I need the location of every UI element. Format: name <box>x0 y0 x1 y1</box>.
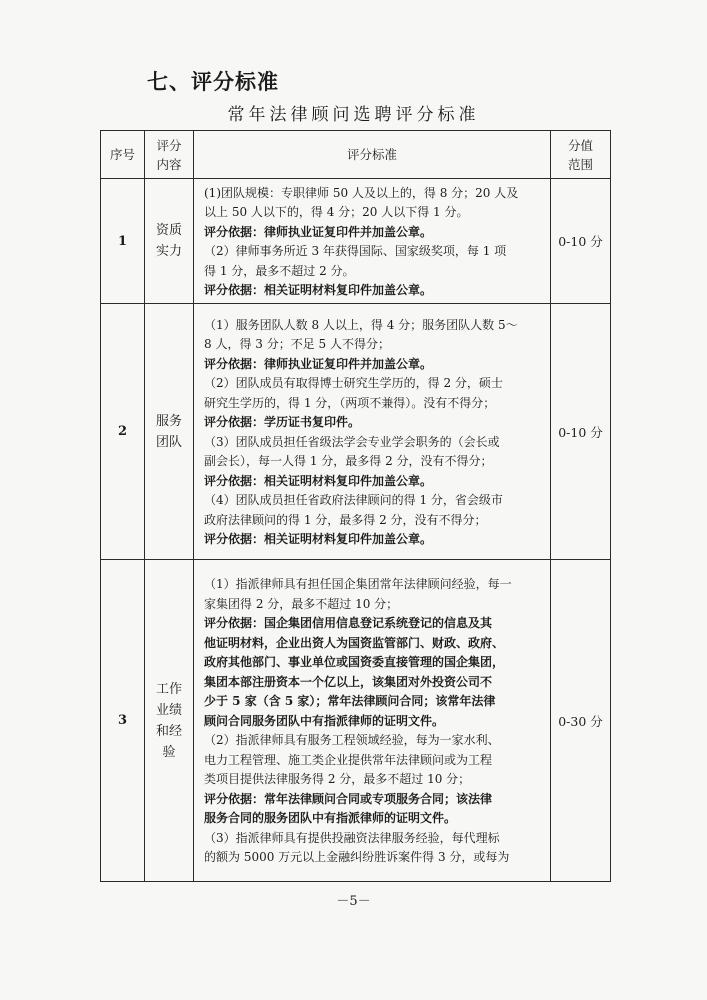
header-content-line: 评分 <box>156 137 182 153</box>
criteria-basis-line: 集团本部注册资本一个亿以上，该集团对外投资公司不 <box>204 674 493 689</box>
criteria-line: 8 人，得 3 分；不足 5 人不得分； <box>204 337 390 351</box>
table-row <box>101 304 611 560</box>
table-header-row <box>101 131 611 179</box>
criteria-line: （3）指派律师具有提供投融资法律服务经验，每代理标 <box>204 830 500 845</box>
criteria-basis-line: 政府其他部门、事业单位或国资委直接管理的国企集团， <box>204 655 505 670</box>
header-content-line: 内容 <box>156 156 182 172</box>
criteria-line: 得 1 分，最多不超过 2 分。 <box>204 263 355 278</box>
row-number: 2 <box>101 304 145 560</box>
category-line: 实力 <box>155 244 182 259</box>
row-criteria <box>194 560 551 882</box>
category-line: 服务 <box>155 413 182 429</box>
criteria-line: 政府法律顾问的得 1 分，最多得 2 分，没有不得分； <box>204 512 487 527</box>
criteria-basis-line: 评分依据：律师执业证复印件并加盖公章。 <box>204 356 433 371</box>
criteria-line: 研究生学历的，得 1 分，（两项不兼得）。没有不得分； <box>204 395 496 410</box>
criteria-line: 的额为 5000 万元以上金融纠纷胜诉案件得 3 分，或每为 <box>204 850 510 865</box>
criteria-basis-line: 评分依据：相关证明材料复印件加盖公章。 <box>204 473 433 488</box>
row-category <box>145 304 194 560</box>
criteria-basis-line: 服务合同的服务团队中有指派律师的证明文件。 <box>204 811 457 826</box>
row-criteria <box>194 179 551 304</box>
table-title: 常年法律顾问选聘评分标准 <box>227 105 480 125</box>
row-range: 0-10 分 <box>551 304 611 560</box>
table-row <box>101 179 611 304</box>
row-category <box>145 560 194 882</box>
page-number: －5－ <box>336 894 371 909</box>
row-range: 0-10 分 <box>551 179 611 304</box>
criteria-basis-line: 评分依据：相关证明材料复印件加盖公章。 <box>204 283 433 297</box>
scoring-table <box>100 130 611 882</box>
row-criteria <box>194 304 551 560</box>
row-number: 3 <box>101 560 145 882</box>
table-row <box>101 560 611 882</box>
criteria-line: （2）团队成员有取得博士研究生学历的，得 2 分，硕士 <box>204 376 503 390</box>
criteria-basis-line: 顾问合同服务团队中有指派律师的证明文件。 <box>204 713 445 728</box>
category-line: 业绩 <box>155 702 182 718</box>
criteria-line: 副会长），每一人得 1 分，最多得 2 分，没有不得分； <box>204 454 493 468</box>
criteria-line: (1)团队规模：专职律师 50 人及以上的，得 8 分；20 人及 <box>204 185 519 200</box>
criteria-line: （4）团队成员担任省政府法律顾问的得 1 分，省会级市 <box>204 493 503 507</box>
section-title: 七、评分标准 <box>147 70 279 94</box>
criteria-basis-line: 评分依据：国企集团信用信息登记系统登记的信息及其 <box>204 616 493 631</box>
criteria-basis-line: 评分依据：律师执业证复印件并加盖公章。 <box>204 224 433 239</box>
category-line: 团队 <box>155 434 182 450</box>
category-line: 工作 <box>155 681 182 697</box>
row-range: 0-30 分 <box>551 560 611 882</box>
header-range <box>551 131 611 179</box>
criteria-basis-line: 他证明材料，企业出资人为国资监管部门、财政、政府、 <box>204 635 505 650</box>
criteria-basis-line: 评分依据：常年法律顾问合同或专项服务合同；该法律 <box>204 791 493 806</box>
header-range-line: 分值 <box>567 137 593 153</box>
row-number: 1 <box>101 179 145 304</box>
criteria-line: 以上 50 人以下的，得 4 分；20 人以下得 1 分。 <box>204 205 469 219</box>
category-line: 和经 <box>155 723 182 739</box>
criteria-basis-line: 评分依据：相关证明材料复印件加盖公章。 <box>204 532 433 546</box>
category-line: 验 <box>162 744 176 760</box>
criteria-basis-line: 少于 5 家（含 5 家）；常年法律顾问合同；该常年法律 <box>204 694 496 709</box>
header-no: 序号 <box>101 131 145 179</box>
criteria-line: （2）律师事务所近 3 年获得国际、国家级奖项，每 1 项 <box>204 244 507 258</box>
criteria-line: （1）服务团队人数 8 人以上，得 4 分；服务团队人数 5～ <box>204 317 518 332</box>
criteria-line: （2）指派律师具有服务工程领域经验，每为一家水利、 <box>204 733 500 748</box>
header-criteria: 评分标准 <box>194 131 551 179</box>
criteria-line: 电力工程管理、施工类企业提供常年法律顾问或为工程 <box>204 752 493 767</box>
header-range-line: 范围 <box>567 156 593 172</box>
row-category <box>145 179 194 304</box>
criteria-basis-line: 评分依据：学历证书复印件。 <box>204 415 361 429</box>
criteria-line: （3）团队成员担任省级法学会专业学会职务的（会长或 <box>204 434 500 449</box>
category-line: 资质 <box>155 223 182 238</box>
criteria-line: 类项目提供法律服务得 2 分，最多不超过 10 分； <box>204 772 471 787</box>
criteria-line: 家集团得 2 分，最多不超过 10 分； <box>204 596 399 611</box>
criteria-line: （1）指派律师具有担任国企集团常年法律顾问经验，每一 <box>204 577 512 592</box>
header-content <box>145 131 194 179</box>
